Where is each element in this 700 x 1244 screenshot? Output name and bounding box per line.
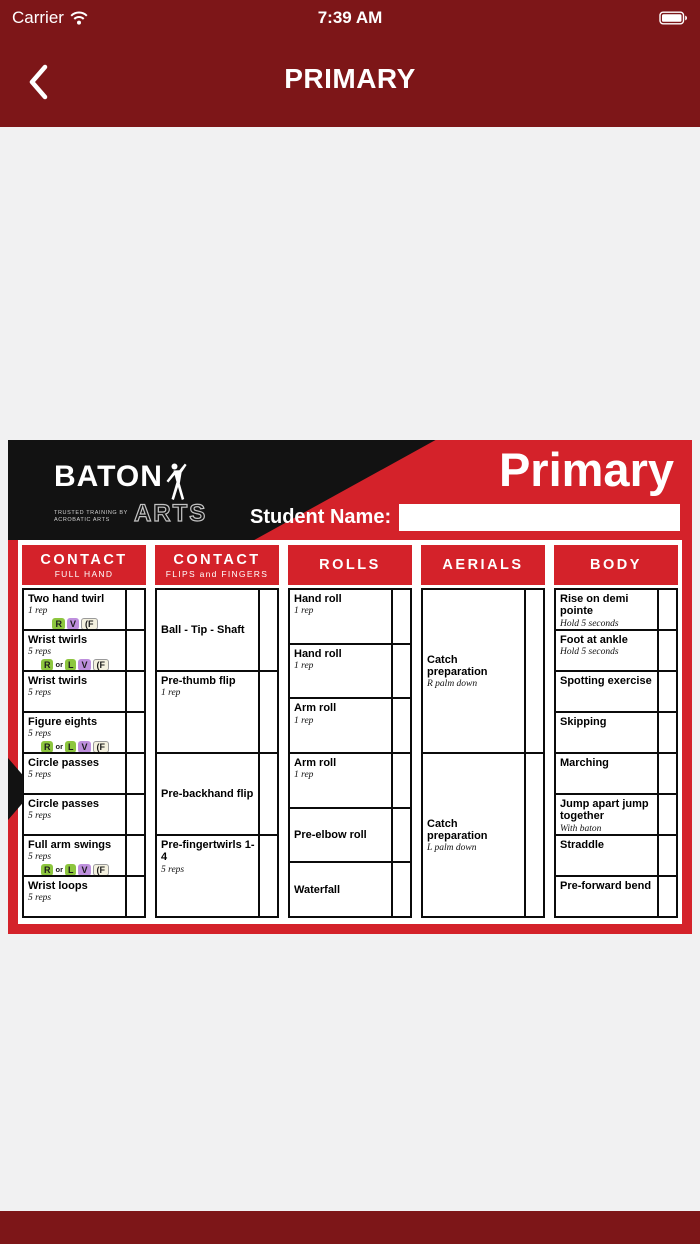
checkbox-cell[interactable] <box>659 754 676 793</box>
column-title: CONTACT <box>40 551 128 568</box>
skill-name: Pre-backhand flip <box>161 788 254 801</box>
student-name-label: Student Name: <box>250 506 392 528</box>
checkbox-cell[interactable] <box>393 645 410 698</box>
skill-name: Pre-elbow roll <box>294 829 367 842</box>
skill-name: Spotting exercise <box>560 675 652 687</box>
skill-cell <box>24 877 127 916</box>
skill-row <box>22 752 146 795</box>
skill-cell <box>290 590 393 643</box>
skill-sheet-image[interactable] <box>8 440 692 934</box>
skill-row <box>421 588 545 754</box>
skill-detail: 1 rep <box>294 715 314 726</box>
skill-row <box>22 670 146 713</box>
skill-row <box>288 697 412 754</box>
column-header <box>421 545 545 585</box>
sheet-column <box>22 545 146 918</box>
skill-name: Marching <box>560 757 609 769</box>
logo-tagline-line2: ACROBATIC ARTS <box>54 517 110 524</box>
skill-name: Foot at ankle <box>560 634 628 646</box>
skill-name: Pre-fingertwirls 1-4 <box>161 839 255 864</box>
skill-detail: 5 reps <box>28 770 52 781</box>
badge-connector-text: or <box>55 742 63 752</box>
skill-cell <box>556 754 659 793</box>
grade-badge: V <box>67 618 79 629</box>
skill-name: Ball - Tip - Shaft <box>161 624 245 637</box>
skill-row <box>155 588 279 672</box>
column-subtitle: FLIPS and FINGERS <box>165 568 269 579</box>
skill-row <box>22 793 146 836</box>
checkbox-cell[interactable] <box>127 590 144 629</box>
status-right <box>659 11 688 25</box>
skill-cell <box>24 631 127 670</box>
content-area <box>0 127 700 1211</box>
skill-badges <box>28 741 122 752</box>
skill-detail: 1 rep <box>161 688 181 699</box>
skill-cell <box>556 590 659 629</box>
skill-cell <box>24 754 127 793</box>
checkbox-cell[interactable] <box>393 754 410 807</box>
skill-name: Pre-forward bend <box>560 880 652 892</box>
skill-row <box>22 711 146 754</box>
skill-name: Catch preparation <box>427 653 488 678</box>
grade-badge: L <box>65 864 77 875</box>
status-time: 7:39 AM <box>317 7 383 27</box>
skill-badges <box>28 659 122 670</box>
column-title: ROLLS <box>319 557 381 573</box>
skill-name: Pre-thumb flip <box>161 675 236 687</box>
column-header <box>288 545 412 585</box>
grade-badge: (F <box>93 864 110 875</box>
skill-cell <box>290 645 393 698</box>
checkbox-cell[interactable] <box>127 836 144 875</box>
checkbox-cell[interactable] <box>260 836 277 916</box>
skill-cell <box>290 863 393 916</box>
skill-cell <box>24 795 127 834</box>
skill-cell <box>157 754 260 834</box>
skill-detail: 1 rep <box>294 660 314 671</box>
sheet-column <box>288 545 412 918</box>
sheet-body <box>18 540 682 924</box>
skill-cell <box>290 699 393 752</box>
skill-detail: 1 rep <box>294 770 314 781</box>
skill-name: Arm roll <box>294 757 337 770</box>
checkbox-cell[interactable] <box>260 672 277 752</box>
skill-cell <box>556 713 659 752</box>
skill-cell <box>290 809 393 862</box>
checkbox-cell[interactable] <box>127 631 144 670</box>
skill-name: Jump apart jump together <box>560 798 649 823</box>
grade-badge: V <box>78 864 90 875</box>
skill-cell <box>290 754 393 807</box>
column-title: BODY <box>590 557 642 573</box>
skill-cell <box>423 590 526 752</box>
grade-badge: L <box>65 659 77 670</box>
student-name-row <box>250 504 680 531</box>
checkbox-cell[interactable] <box>526 590 543 752</box>
skill-detail: 5 reps <box>28 811 52 822</box>
checkbox-cell[interactable] <box>526 754 543 916</box>
skill-cell <box>556 631 659 670</box>
skill-detail: L palm down <box>427 843 477 854</box>
checkbox-cell[interactable] <box>260 754 277 834</box>
skill-cell <box>24 672 127 711</box>
logo-tagline <box>54 510 128 524</box>
battery-icon <box>659 11 688 25</box>
sheet-title: Primary <box>498 443 674 496</box>
skill-row <box>554 629 678 672</box>
grade-badge: R <box>52 618 65 629</box>
header <box>0 0 700 127</box>
badge-connector-text: or <box>55 660 63 670</box>
skill-cell <box>157 590 260 670</box>
checkbox-cell[interactable] <box>659 795 676 834</box>
checkbox-cell[interactable] <box>127 795 144 834</box>
skill-detail: Hold 5 seconds <box>560 618 619 629</box>
skill-detail: With baton <box>560 823 602 834</box>
skill-cell <box>24 590 127 629</box>
checkbox-cell[interactable] <box>659 713 676 752</box>
logo-word-baton: BATON <box>54 460 163 493</box>
skill-name: Straddle <box>560 839 605 851</box>
checkbox-cell[interactable] <box>393 809 410 862</box>
skill-cell <box>556 795 659 834</box>
skill-badges <box>28 618 122 629</box>
checkbox-cell[interactable] <box>659 877 676 916</box>
skill-cell <box>24 713 127 752</box>
skill-cell <box>556 672 659 711</box>
skill-row <box>288 643 412 700</box>
skill-row <box>288 861 412 918</box>
checkbox-cell[interactable] <box>127 754 144 793</box>
nav-bar <box>0 35 700 127</box>
checkbox-cell[interactable] <box>659 631 676 670</box>
skill-detail: 5 reps <box>28 852 52 863</box>
skill-name: Arm roll <box>294 702 337 715</box>
skill-row <box>22 588 146 631</box>
column-header <box>554 545 678 585</box>
column-rows <box>155 588 279 918</box>
grade-badge: V <box>78 741 90 752</box>
skill-row <box>22 629 146 672</box>
column-rows <box>421 588 545 918</box>
badge-connector-text: or <box>55 865 63 875</box>
sheet-column <box>155 545 279 918</box>
skill-row <box>155 834 279 918</box>
skill-row <box>554 875 678 918</box>
column-header <box>22 545 146 585</box>
skill-row <box>288 752 412 809</box>
skill-name: Wrist twirls <box>28 634 88 646</box>
skill-name: Full arm swings <box>28 839 112 851</box>
logo-tagline-line1: TRUSTED TRAINING BY <box>54 510 128 517</box>
skill-row <box>22 875 146 918</box>
skill-cell <box>157 672 260 752</box>
carrier-label: Carrier <box>12 7 64 27</box>
skill-row <box>155 752 279 836</box>
skill-detail: 1 rep <box>28 606 48 617</box>
skill-row <box>288 807 412 864</box>
grade-badge: R <box>41 741 54 752</box>
skill-row <box>554 711 678 754</box>
checkbox-cell[interactable] <box>127 713 144 752</box>
skill-detail: Hold 5 seconds <box>560 647 619 658</box>
skill-cell <box>556 877 659 916</box>
skill-name: Waterfall <box>294 884 341 897</box>
skill-name: Catch preparation <box>427 817 488 842</box>
logo-word-arts: ARTS <box>133 500 208 527</box>
skill-row <box>554 588 678 631</box>
skill-row <box>288 588 412 645</box>
bottom-bar <box>0 1211 700 1244</box>
skill-name: Circle passes <box>28 798 99 810</box>
skill-row <box>554 793 678 836</box>
status-bar <box>0 0 700 35</box>
skill-detail: 5 reps <box>28 893 52 904</box>
skill-name: Skipping <box>560 716 607 728</box>
dancer-icon <box>165 462 187 502</box>
grade-badge: (F <box>93 659 110 670</box>
column-subtitle: FULL HAND <box>54 568 114 579</box>
column-title: AERIALS <box>442 557 524 573</box>
skill-name: Two hand twirl <box>28 593 105 605</box>
sheet-column <box>421 545 545 918</box>
checkbox-cell[interactable] <box>659 836 676 875</box>
skill-badges <box>28 864 122 875</box>
skill-row <box>554 670 678 713</box>
checkbox-cell[interactable] <box>393 699 410 752</box>
column-title: CONTACT <box>173 551 261 568</box>
skill-cell <box>423 754 526 916</box>
skill-detail: R palm down <box>427 679 478 690</box>
column-rows <box>22 588 146 918</box>
logo-line-2 <box>54 500 208 527</box>
grade-badge: R <box>41 864 54 875</box>
skill-name: Figure eights <box>28 716 98 728</box>
skill-detail: 5 reps <box>28 688 52 699</box>
baton-arts-logo <box>54 462 207 525</box>
grade-badge: (F <box>81 618 98 629</box>
skill-detail: 1 rep <box>294 606 314 617</box>
student-name-field[interactable] <box>399 504 680 531</box>
checkbox-cell[interactable] <box>393 863 410 916</box>
checkbox-cell[interactable] <box>659 672 676 711</box>
skill-cell <box>24 836 127 875</box>
grade-badge: V <box>78 659 90 670</box>
column-header <box>155 545 279 585</box>
skill-name: Wrist twirls <box>28 675 88 687</box>
skill-row <box>421 752 545 918</box>
skill-cell <box>556 836 659 875</box>
grade-badge: R <box>41 659 54 670</box>
checkbox-cell[interactable] <box>260 590 277 670</box>
checkbox-cell[interactable] <box>127 672 144 711</box>
checkbox-cell[interactable] <box>393 590 410 643</box>
skill-name: Wrist loops <box>28 880 88 892</box>
skill-name: Circle passes <box>28 757 99 769</box>
skill-name: Hand roll <box>294 647 342 660</box>
column-rows <box>288 588 412 918</box>
skill-detail: 5 reps <box>161 864 185 875</box>
grade-badge: L <box>65 741 77 752</box>
column-rows <box>554 588 678 918</box>
skill-row <box>22 834 146 877</box>
skill-row <box>155 670 279 754</box>
sheet-column <box>554 545 678 918</box>
checkbox-cell[interactable] <box>659 590 676 629</box>
skill-name: Hand roll <box>294 593 342 605</box>
logo-line-1 <box>54 462 207 502</box>
page-title: PRIMARY <box>284 63 416 94</box>
grade-badge: (F <box>93 741 110 752</box>
skill-detail: 5 reps <box>28 647 52 658</box>
skill-row <box>554 752 678 795</box>
skill-detail: 5 reps <box>28 729 52 740</box>
sheet-columns <box>22 545 678 918</box>
skill-name: Rise on demi pointe <box>560 593 629 618</box>
sheet-header <box>8 440 692 540</box>
skill-cell <box>157 836 260 916</box>
skill-row <box>554 834 678 877</box>
checkbox-cell[interactable] <box>127 877 144 916</box>
